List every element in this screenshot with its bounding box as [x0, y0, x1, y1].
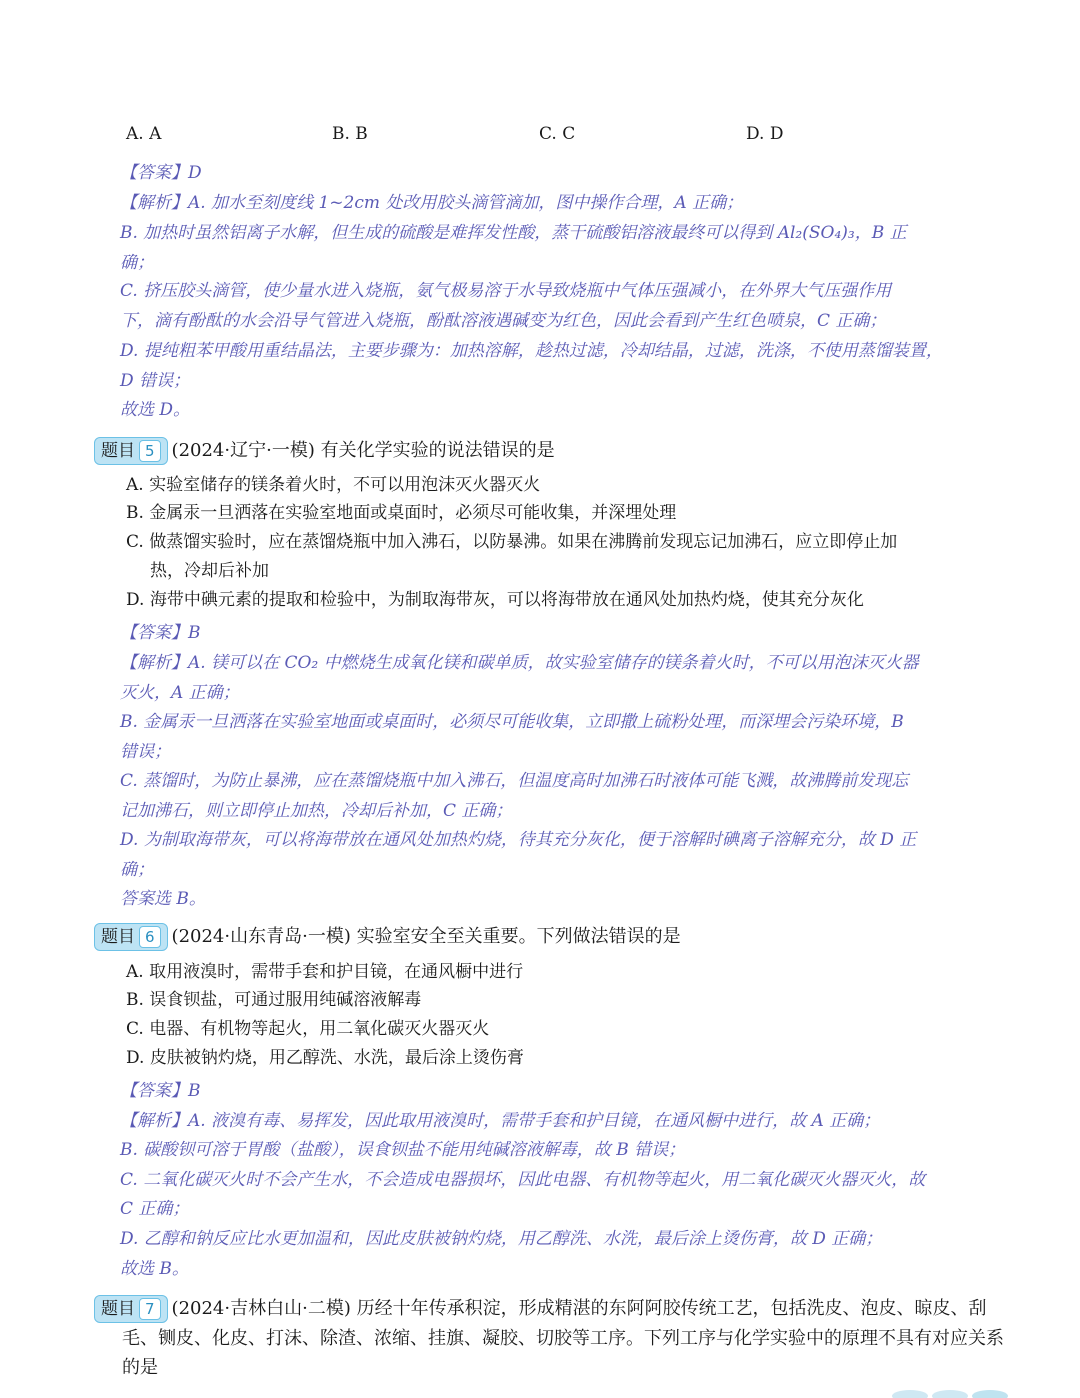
question-number: 6 — [139, 926, 161, 948]
q4-analysis-line: D 错误； — [120, 371, 191, 391]
q6-choice-a: A. 取用液溴时，需带手套和护目镜，在通风橱中进行 — [126, 962, 524, 982]
q7-stem-line: 毛、铡皮、化皮、打沫、除渣、浓缩、挂旗、凝胶、切胶等工序。下列工序与化学实验中的原理不具有对应关系 — [122, 1328, 1004, 1349]
question-6-header — [94, 922, 681, 952]
q6-analysis-line: 故选 B。 — [120, 1259, 189, 1279]
q6-analysis-line: D. 乙醇和钠反应比水更加温和，因此皮肤被钠灼烧，用乙醇洗、水洗，最后涂上烫伤膏，故 D 正确； — [120, 1229, 883, 1249]
q6-analysis-line: B. 碳酸钡可溶于胃酸（盐酸），误食钡盐不能用纯碱溶液解毒，故 B 错误； — [120, 1140, 686, 1160]
question-number: 5 — [139, 440, 161, 462]
q6-analysis-line: C. 二氧化碳灭火时不会产生水，不会造成电器损坏，因此电器、有机物等起火，用二氧化碳灭火器灭火，故 — [120, 1170, 926, 1190]
question-stem: (2024·辽宁·一模) 有关化学实验的说法错误的是 — [171, 440, 555, 461]
option-d: D. D — [746, 124, 784, 144]
q6-choice-b: B. 误食钡盐，可通过服用纯碱溶液解毒 — [126, 990, 422, 1010]
q4-analysis-line: D. 提纯粗苯甲酸用重结晶法，主要步骤为：加热溶解，趁热过滤，冷却结晶，过滤，洗涤，不使用蒸馏装置， — [120, 341, 943, 361]
q5-analysis-line: 答案选 B。 — [120, 889, 206, 909]
q4-options-row — [120, 124, 1020, 152]
q5-analysis-line: 记加沸石，则立即停止加热，冷却后补加，C 正确； — [120, 801, 513, 821]
option-a: A. A — [126, 124, 162, 144]
q6-answer: 【答案】B — [120, 1081, 201, 1101]
q5-analysis-line: 确； — [120, 860, 154, 880]
q7-stem-line: 的是 — [122, 1357, 158, 1378]
q4-analysis-line: 确； — [120, 253, 154, 273]
q5-analysis-line: 【解析】A. 镁可以在 CO₂ 中燃烧生成氧化镁和碳单质，故实验室储存的镁条着火时，不可以用泡沫灭火器 — [120, 653, 919, 673]
question-tag: 题目 5 — [94, 437, 168, 465]
q4-analysis-line: C. 挤压胶头滴管，使少量水进入烧瓶，氨气极易溶于水导致烧瓶中气体压强减小，在外界大气压强作用 — [120, 281, 892, 301]
question-tag: 题目 7 — [94, 1295, 168, 1323]
question-7-header — [94, 1294, 987, 1324]
q5-analysis-line: D. 为制取海带灰，可以将海带放在通风处加热灼烧，待其充分灰化，便于溶解时碘离子溶解充分，故 D 正 — [120, 830, 917, 850]
q5-choice-a: A. 实验室储存的镁条着火时，不可以用泡沫灭火器灭火 — [126, 475, 541, 495]
question-stem: (2024·山东青岛·一模) 实验室安全至关重要。下列做法错误的是 — [171, 926, 681, 947]
question-stem: (2024·吉林白山·二模) 历经十年传承积淀，形成精湛的东阿阿胶传统工艺，包括洗皮、泡皮、晾皮、刮 — [171, 1298, 987, 1319]
q4-analysis-line: 故选 D。 — [120, 400, 191, 420]
q4-analysis-line: 【解析】A. 加水至刻度线 1~2cm 处改用胶头滴管滴加，图中操作合理，A 正确； — [120, 193, 744, 213]
q5-choice-d: D. 海带中碘元素的提取和检验中，为制取海带灰，可以将海带放在通风处加热灼烧，使其充分灰化 — [126, 590, 864, 610]
question-tag: 题目 6 — [94, 923, 168, 951]
q5-choice-c-cont: 热，冷却后补加 — [150, 561, 269, 581]
q6-choice-d: D. 皮肤被钠灼烧，用乙醇洗、水洗，最后涂上烫伤膏 — [126, 1048, 524, 1068]
q6-choice-c: C. 电器、有机物等起火，用二氧化碳灭火器灭火 — [126, 1019, 490, 1039]
q5-analysis-line: 错误； — [120, 742, 171, 762]
q5-analysis-line: 灭火，A 正确； — [120, 683, 240, 703]
question-5-header — [94, 436, 555, 466]
q6-analysis-line: C 正确； — [120, 1199, 190, 1219]
q5-choice-b: B. 金属汞一旦洒落在实验室地面或桌面时，必须尽可能收集，并深埋处理 — [126, 503, 677, 523]
q4-analysis-line: B. 加热时虽然铝离子水解，但生成的硫酸是难挥发性酸，蒸干硫酸铝溶液最终可以得到 Al₂(SO₄)₃，B 正 — [120, 223, 907, 243]
question-number: 7 — [139, 1298, 161, 1320]
q5-analysis-line: C. 蒸馏时，为防止暴沸，应在蒸馏烧瓶中加入沸石，但温度高时加沸石时液体可能飞溅，故沸腾前发现忘 — [120, 771, 909, 791]
page-decoration-icon — [880, 1378, 1020, 1398]
q5-answer: 【答案】B — [120, 623, 201, 643]
q4-answer: 【答案】D — [120, 163, 202, 183]
q4-analysis-line: 下，滴有酚酞的水会沿导气管进入烧瓶，酚酞溶液遇碱变为红色，因此会看到产生红色喷泉，C 正确； — [120, 311, 887, 331]
option-c: C. C — [539, 124, 576, 144]
q5-choice-c: C. 做蒸馏实验时，应在蒸馏烧瓶中加入沸石，以防暴沸。如果在沸腾前发现忘记加沸石，应立即停止加 — [126, 532, 898, 552]
q5-analysis-line: B. 金属汞一旦洒落在实验室地面或桌面时，必须尽可能收集，立即撒上硫粉处理，而深埋会污染环境，B — [120, 712, 904, 732]
option-b: B. B — [332, 124, 368, 144]
q6-analysis-line: 【解析】A. 液溴有毒、易挥发，因此取用液溴时，需带手套和护目镜，在通风橱中进行，故 A 正确； — [120, 1111, 881, 1131]
